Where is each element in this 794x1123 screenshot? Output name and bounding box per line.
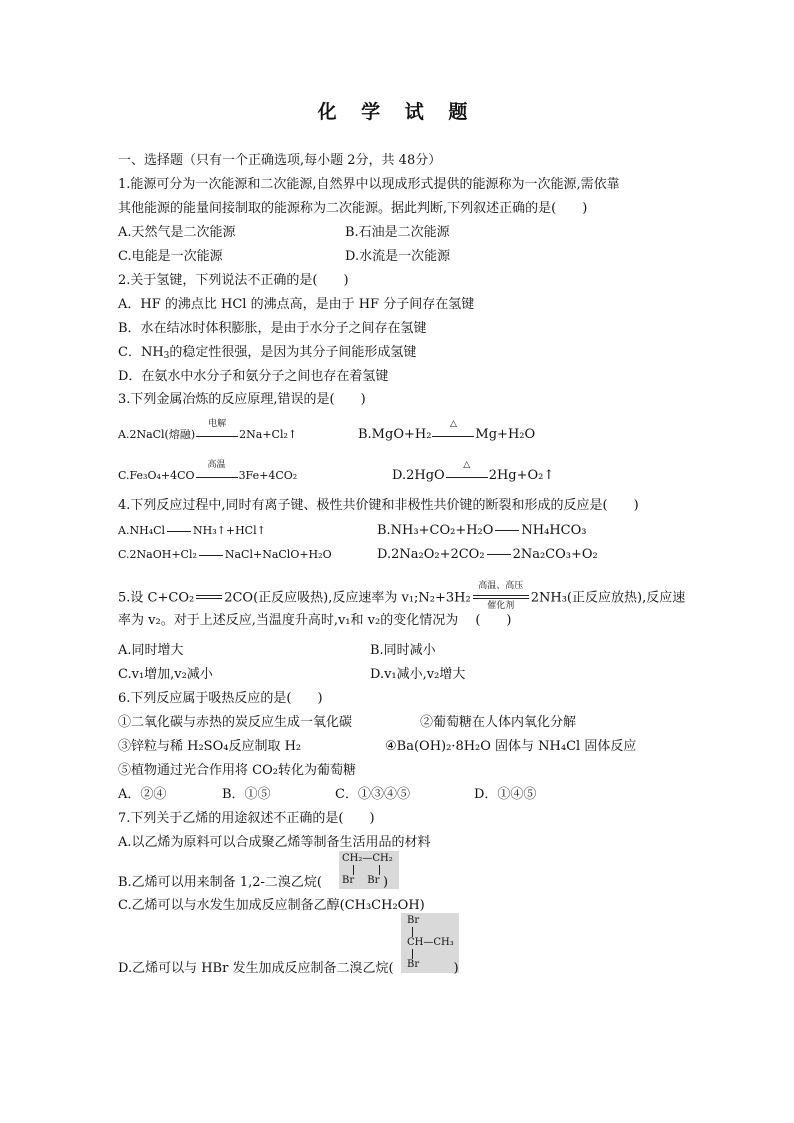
q2-stem: 2.关于氢键，下列说法不正确的是( ) bbox=[118, 273, 349, 288]
q2-option-b: B．水在结冰时体积膨胀，是由于水分子之间存在氢键 bbox=[118, 321, 427, 336]
q4-stem: 4.下列反应过程中,同时有离子键、极性共价键和非极性共价键的断裂和形成的反应是( ) bbox=[118, 498, 639, 513]
q2-option-c: C．$NH_3$的稳定性很强，是因为其分子间能形成氢键 bbox=[118, 345, 417, 361]
section-heading: 一、选择题（只有一个正确选项,每小题 2分，共 48分） bbox=[118, 153, 442, 168]
q5-stem-line2: 率为 v₂。对于上述反应,当温度升高时,v₁和 v₂的变化情况为 ( ) bbox=[118, 613, 512, 628]
q2-option-d: D．在氨水中水分子和氨分子之间也存在着氢键 bbox=[118, 369, 389, 384]
q2-option-a: A．HF 的沸点比 HCl 的沸点高，是由于 HF 分子间存在氢键 bbox=[118, 297, 475, 312]
q7-option-b: B.乙烯可以用来制备 1,2-二溴乙烷( ) bbox=[118, 875, 389, 890]
q6-item-3: ③锌粒与稀 H₂SO₄反应制取 H₂ bbox=[118, 739, 302, 754]
q6-option-b: B．①⑤ bbox=[222, 787, 271, 802]
q3-option-c: C.Fe₃O₄+4CO 高温 3Fe+4CO₂ bbox=[118, 460, 298, 482]
q1-option-c: C.电能是一次能源 bbox=[118, 249, 223, 264]
q6-option-a: A．②④ bbox=[118, 787, 167, 802]
page-title: 化 学 试 题 bbox=[317, 101, 477, 123]
q6-item-1: ①二氧化碳与赤热的炭反应生成一氧化碳 bbox=[118, 715, 353, 730]
q4-option-b: B.NH₃+CO₂+H₂O NH₄HCO₃ bbox=[377, 523, 587, 538]
q5-option-b: B.同时减小 bbox=[370, 643, 436, 658]
q7-option-a: A.以乙烯为原料可以合成聚乙烯等制备生活用品的材料 bbox=[118, 835, 431, 850]
q3-stem: 3.下列金属冶炼的反应原理,错误的是( ) bbox=[118, 392, 366, 407]
q6-item-4: ④Ba(OH)₂·8H₂O 固体与 NH₄Cl 固体反应 bbox=[385, 739, 637, 754]
q6-item-5: ⑤植物通过光合作用将 CO₂转化为葡萄糖 bbox=[118, 763, 356, 778]
q7-stem: 7.下列关于乙烯的用途叙述不正确的是( ) bbox=[118, 811, 375, 826]
q3-option-d: D.2HgO △ 2Hg+O₂↑ bbox=[392, 459, 555, 483]
q3-option-b: B.MgO+H₂ △ Mg+H₂O bbox=[358, 418, 536, 442]
q1-stem-line1: 1.能源可分为一次能源和二次能源,自然界中以现成形式提供的能源称为一次能源,需依靠 bbox=[118, 177, 620, 192]
dibromoethane-structure: CH₂—CH₂ Br Br bbox=[339, 851, 399, 889]
q4-option-d: D.2Na₂O₂+2CO₂ 2Na₂CO₃+O₂ bbox=[377, 547, 598, 562]
q5-option-a: A.同时增大 bbox=[118, 643, 184, 658]
q3-option-a: A.2NaCl(熔融) 电解 2Na+Cl₂↑ bbox=[118, 419, 298, 441]
q1-option-b: B.石油是二次能源 bbox=[345, 225, 450, 240]
q4-option-c: C.2NaOH+Cl₂ NaCl+NaClO+H₂O bbox=[118, 548, 332, 561]
q6-stem: 6.下列反应属于吸热反应的是( ) bbox=[118, 691, 323, 706]
q1-option-d: D.水流是一次能源 bbox=[345, 249, 451, 264]
q6-item-2: ②葡萄糖在人体内氧化分解 bbox=[420, 715, 577, 730]
q5-stem-line1: 5.设 C+CO₂ 2CO(正反应吸热),反应速率为 v₁;N₂+3H₂ 高温、高压 催化剂 2NH₃(正反应放热),反应速 bbox=[118, 581, 686, 611]
q4-option-a: A.NH₄Cl NH₃↑+HCl↑ bbox=[118, 524, 266, 537]
q5-option-d: D.v₁减小,v₂增大 bbox=[370, 667, 466, 682]
dibromoethane-isomer-structure: Br CH—CH₃ Br bbox=[401, 913, 459, 973]
q7-option-c: C.乙烯可以与水发生加成反应制备乙醇(CH₃CH₂OH) bbox=[118, 898, 425, 913]
q6-option-c: C．①③④⑤ bbox=[335, 787, 410, 802]
q1-stem-line2: 其他能源的能量间接制取的能源称为二次能源。据此判断,下列叙述正确的是( ) bbox=[118, 201, 588, 216]
q6-option-d: D．①④⑤ bbox=[474, 787, 537, 802]
q7-option-d: D.乙烯可以与 HBr 发生加成反应制备二溴乙烷( ) bbox=[118, 961, 459, 976]
q5-option-c: C.v₁增加,v₂减小 bbox=[118, 667, 213, 682]
q1-option-a: A.天然气是二次能源 bbox=[118, 225, 236, 240]
